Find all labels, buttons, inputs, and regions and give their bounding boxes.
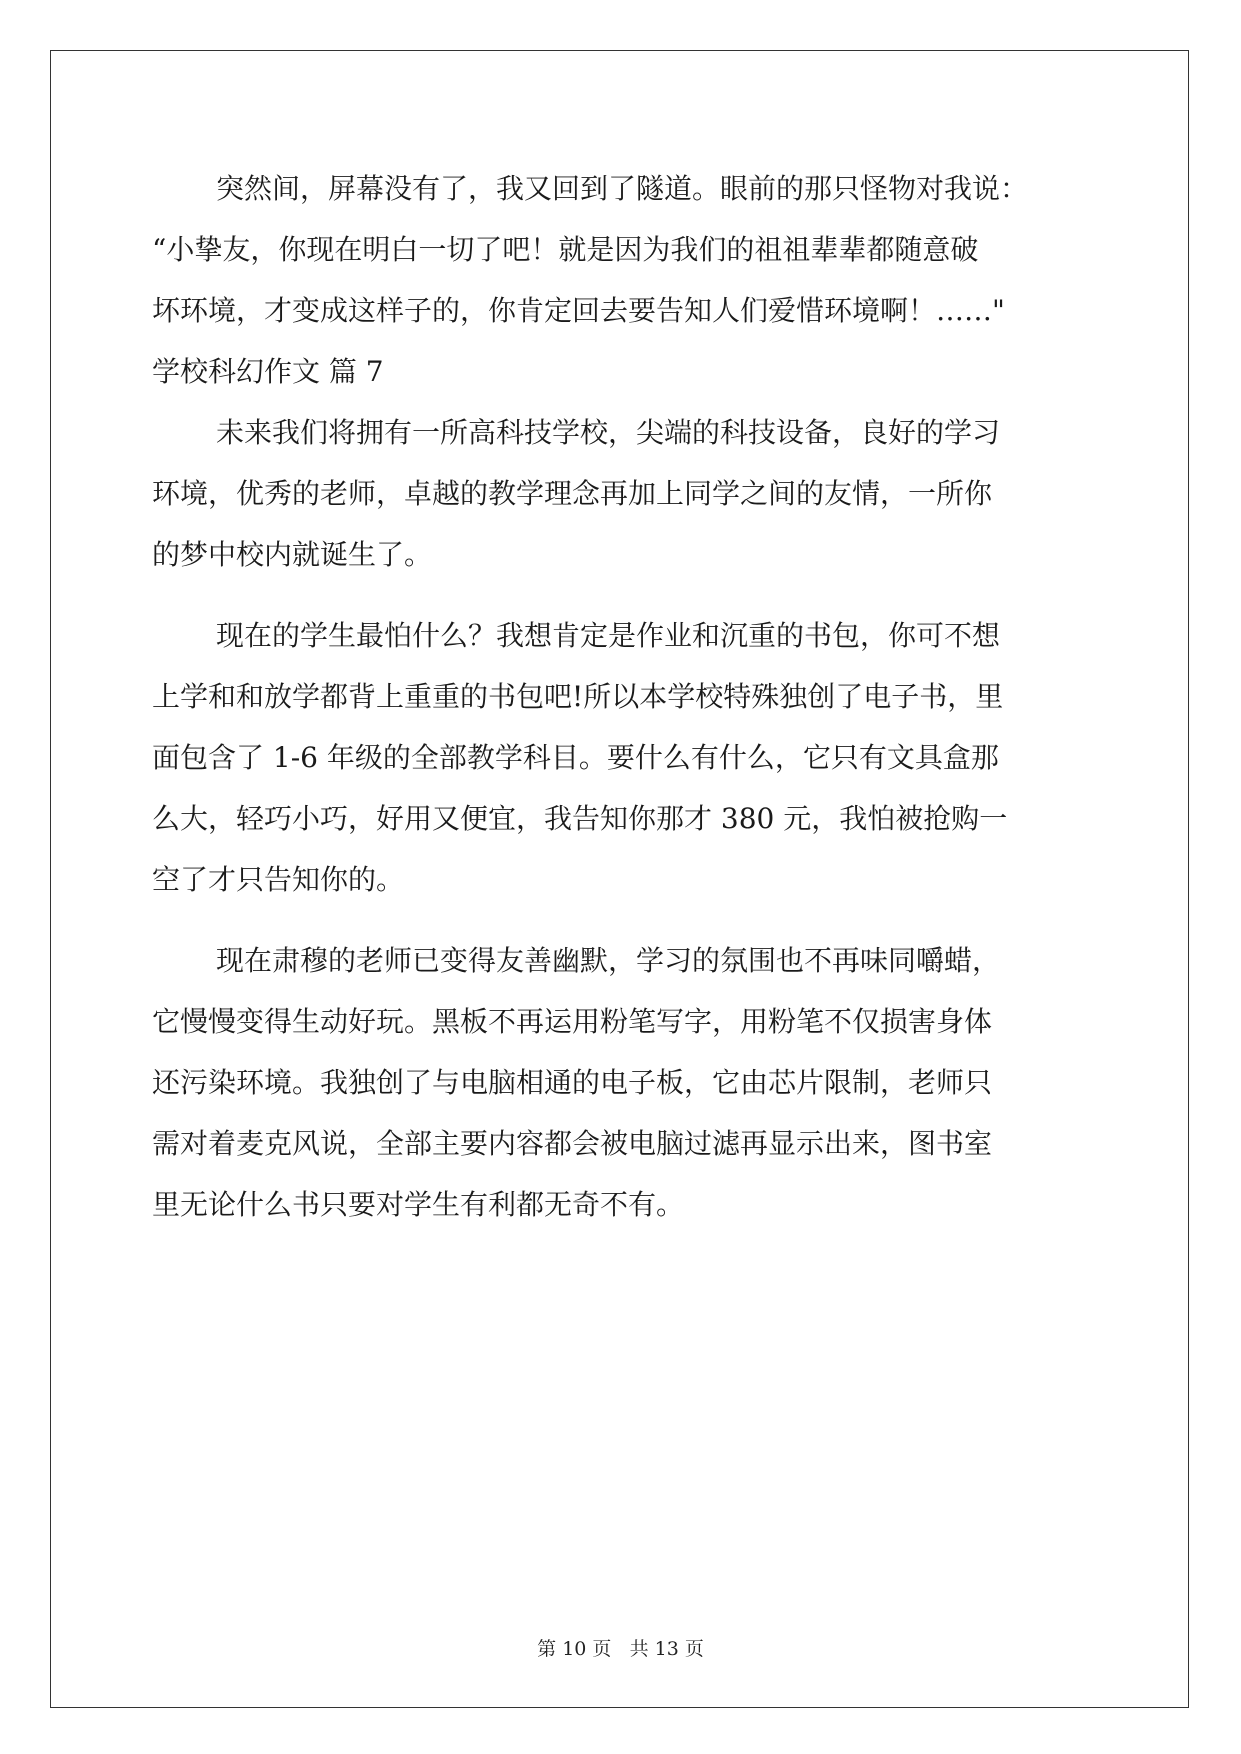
paragraph xyxy=(152,158,1092,341)
text-line: 上学和和放学都背上重重的书包吧!所以本学校特殊独创了电子书，里 xyxy=(152,680,1004,713)
text-line: 么大，轻巧小巧，好用又便宜，我告知你那才 380 元，我怕被抢购一 xyxy=(152,802,1008,835)
page-total: 共 13 页 xyxy=(629,1638,704,1660)
page-number: 第 10 页 xyxy=(537,1638,612,1660)
paragraph xyxy=(152,930,1092,1235)
section-heading: 学校科幻作文 篇 7 xyxy=(152,355,384,388)
text-line: 的梦中校内就诞生了。 xyxy=(152,538,433,571)
text-line: “小挚友，你现在明白一切了吧！就是因为我们的祖祖辈辈都随意破 xyxy=(152,233,979,266)
paragraph xyxy=(152,605,1092,910)
text-line: 未来我们将拥有一所高科技学校，尖端的科技设备，良好的学习 xyxy=(216,416,1001,449)
text-line: 面包含了 1-6 年级的全部教学科目。要什么有什么，它只有文具盒那 xyxy=(152,741,999,774)
text-line: 需对着麦克风说，全部主要内容都会被电脑过滤再显示出来，图书室 xyxy=(152,1127,993,1160)
text-line: 空了才只告知你的。 xyxy=(152,863,405,896)
text-line: 现在肃穆的老师已变得友善幽默，学习的氛围也不再味同嚼蜡， xyxy=(216,944,1001,977)
document-body xyxy=(152,158,1092,1235)
text-line: 环境，优秀的老师，卓越的教学理念再加上同学之间的友情，一所你 xyxy=(152,477,993,510)
text-line: 现在的学生最怕什么？我想肯定是作业和沉重的书包，你可不想 xyxy=(216,619,1001,652)
text-line: 里无论什么书只要对学生有利都无奇不有。 xyxy=(152,1188,685,1221)
page-footer xyxy=(0,1634,1241,1661)
text-line: 坏环境，才变成这样子的，你肯定回去要告知人们爱惜环境啊！……" xyxy=(152,294,1005,327)
paragraph xyxy=(152,402,1092,585)
text-line: 突然间，屏幕没有了，我又回到了隧道。眼前的那只怪物对我说： xyxy=(216,172,1029,205)
text-line: 它慢慢变得生动好玩。黑板不再运用粉笔写字，用粉笔不仅损害身体 xyxy=(152,1005,993,1038)
text-line: 还污染环境。我独创了与电脑相通的电子板，它由芯片限制，老师只 xyxy=(152,1066,993,1099)
